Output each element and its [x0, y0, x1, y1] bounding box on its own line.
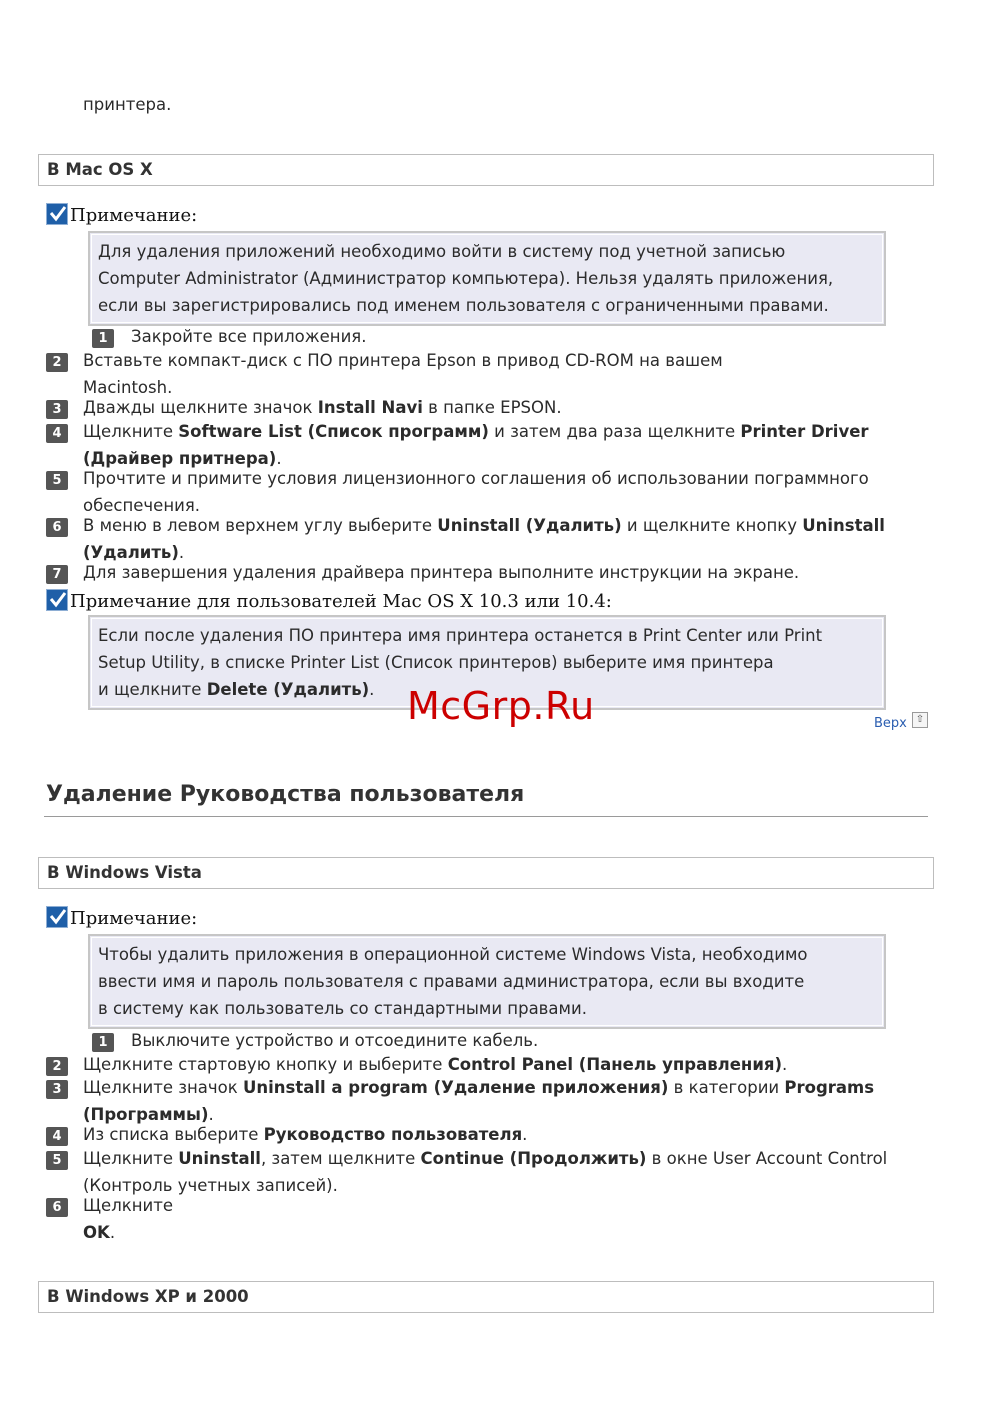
step-line: Щелкните Uninstall, затем щелкните Continue (Продолжить) в окне User Account Control — [83, 1149, 888, 1168]
note-label: Примечание: — [70, 908, 198, 929]
watermark: McGrp.Ru — [407, 684, 595, 728]
intro-text: принтера. — [83, 95, 172, 114]
note-line: Setup Utility, в списке Printer List (Список принтеров) выберите имя принтера — [98, 653, 774, 672]
heading-divider — [44, 816, 928, 817]
step-line: Закройте все приложения. — [131, 327, 367, 346]
arrow-up-icon[interactable]: ⇧ — [912, 712, 928, 728]
page-heading: Удаление Руководства пользователя — [46, 782, 525, 807]
step-line: Для завершения удаления драйвера принтера выполните инструкции на экране. — [83, 563, 800, 582]
step-line: Macintosh. — [83, 378, 173, 397]
step-number: 4 — [46, 424, 68, 443]
step-line: Щелкните Software List (Список программ) и затем два раза щелкните Printer Driver — [83, 422, 869, 441]
step-line: Вставьте компакт-диск с ПО принтера Epson в привод CD-ROM на вашем — [83, 351, 723, 370]
note-line: и щелкните Delete (Удалить). — [98, 680, 375, 699]
note-box — [88, 231, 886, 326]
step-line: Дважды щелкните значок Install Navi в папке EPSON. — [83, 398, 562, 417]
back-to-top-link[interactable]: Верх — [874, 716, 907, 731]
step-text — [83, 559, 799, 586]
step-line: Из списка выберите Руководство пользователя. — [83, 1125, 528, 1144]
step-text — [83, 1145, 887, 1199]
step-line: (Удалить). — [83, 543, 185, 562]
step-text — [83, 347, 723, 401]
step-line: (Программы). — [83, 1105, 214, 1124]
checkmark-icon — [46, 906, 68, 928]
note-label: Примечание: — [70, 205, 198, 226]
note-line: Для удаления приложений необходимо войти в систему под учетной записью — [98, 242, 786, 261]
step-number: 2 — [46, 353, 68, 372]
step-line: Прочтите и примите условия лицензионного соглашения об использовании пограммного — [83, 469, 869, 488]
step-text — [83, 1121, 527, 1148]
step-text — [83, 512, 885, 566]
step-text — [83, 1192, 173, 1246]
section-header-mac: В Mac OS X — [38, 154, 934, 186]
step-text — [83, 465, 869, 519]
step-line: В меню в левом верхнем углу выберите Uninstall (Удалить) и щелкните кнопку Uninstall — [83, 516, 885, 535]
note-box — [88, 934, 886, 1029]
step-line: (Контроль учетных записей). — [83, 1176, 338, 1195]
step-line: Щелкните значок Uninstall a program (Удаление приложения) в категории Programs — [83, 1078, 875, 1097]
step-line: Выключите устройство и отсоедините кабель. — [131, 1031, 539, 1050]
step-text — [83, 418, 869, 472]
step-line: OK. — [83, 1223, 116, 1242]
step-number: 4 — [46, 1127, 68, 1146]
note-line: Computer Administrator (Администратор компьютера). Нельзя удалять приложения, — [98, 269, 834, 288]
step-number: 5 — [46, 471, 68, 490]
step-line: Щелкните — [83, 1196, 173, 1215]
step-number: 6 — [46, 518, 68, 537]
step-number: 3 — [46, 1080, 68, 1099]
step-text — [131, 1027, 538, 1054]
section-header-vista: В Windows Vista — [38, 857, 934, 889]
step-line: (Драйвер притнера). — [83, 449, 282, 468]
step-number: 1 — [92, 329, 114, 348]
note-line: в систему как пользователь со стандартными правами. — [98, 999, 587, 1018]
checkmark-icon — [46, 203, 68, 225]
section-header-xp: В Windows XP и 2000 — [38, 1281, 934, 1313]
step-text — [83, 394, 562, 421]
step-number: 6 — [46, 1198, 68, 1217]
note-line: если вы зарегистрировались под именем пользователя с ограниченными правами. — [98, 296, 829, 315]
step-number: 7 — [46, 565, 68, 584]
note-label: Примечание для пользователей Mac OS X 10.3 или 10.4: — [70, 591, 612, 612]
step-number: 1 — [92, 1033, 114, 1052]
step-line: Щелкните стартовую кнопку и выберите Control Panel (Панель управления). — [83, 1055, 788, 1074]
note-line: Если после удаления ПО принтера имя принтера останется в Print Center или Print — [98, 626, 823, 645]
step-text — [83, 1074, 874, 1128]
step-number: 2 — [46, 1057, 68, 1076]
note-line: ввести имя и пароль пользователя с правами администратора, если вы входите — [98, 972, 805, 991]
step-line: обеспечения. — [83, 496, 201, 515]
note-line: Чтобы удалить приложения в операционной системе Windows Vista, необходимо — [98, 945, 808, 964]
checkmark-icon — [46, 589, 68, 611]
step-text — [131, 323, 366, 350]
step-number: 3 — [46, 400, 68, 419]
step-number: 5 — [46, 1151, 68, 1170]
